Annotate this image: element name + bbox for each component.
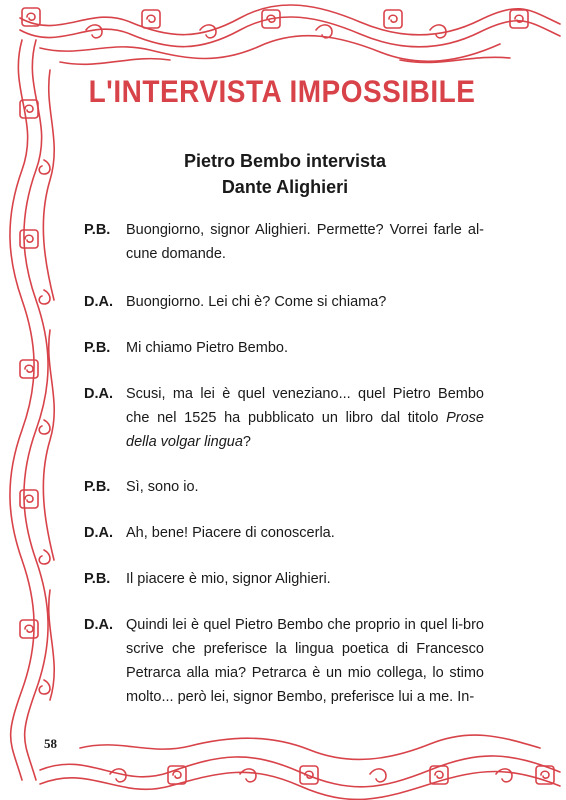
speaker-label: D.A.	[84, 617, 113, 633]
speaker-label: P.B.	[84, 340, 111, 356]
dialogue-text: Scusi, ma lei è quel veneziano... quel Pietro Bembo che nel 1525 ha pubblicato un libro dal titolo	[126, 386, 484, 426]
subtitle-line-1: Pietro Bembo intervista	[183, 151, 387, 171]
interview-subtitle	[100, 148, 470, 200]
speaker-label: D.A.	[84, 525, 113, 541]
speaker-label: P.B.	[84, 222, 111, 238]
dialogue-turn	[84, 475, 484, 499]
page-number: 58	[44, 736, 57, 751]
speaker-label: P.B.	[84, 571, 111, 587]
dialogue-turn	[84, 382, 484, 454]
dialogue-turn	[84, 521, 484, 545]
rosette	[168, 766, 186, 784]
dialogue-text: ?	[242, 434, 251, 450]
dialogue-line: Buongiorno. Lei chi è? Come si chiama?	[126, 294, 387, 310]
dialogue-turn	[84, 336, 484, 360]
dialogue-line: Quindi lei è quel Pietro Bembo che proprio in quel li-bro scrive che preferisce la lingua poetica di Francesco Petrarca alla mia? Petrarca è un mio collega, lo stimo molto... però lei, signor Bembo, preferisce lui a me. In-	[126, 617, 484, 705]
dialogue-turn	[84, 290, 484, 314]
dialogue-line: Sì, sono io.	[126, 479, 199, 495]
dialogue-turn	[84, 218, 484, 266]
speaker-label: D.A.	[84, 386, 113, 402]
dialogue-line: Buongiorno, signor Alighieri. Permette? Vorrei farle al-cune domande.	[126, 222, 484, 262]
dialogue-turn	[84, 567, 484, 591]
page-title: L'INTERVISTA IMPOSSIBILE	[88, 74, 476, 109]
dialogue-turn	[84, 613, 484, 709]
speaker-label: D.A.	[84, 294, 113, 310]
dialogue-line: Il piacere è mio, signor Alighieri.	[126, 571, 331, 587]
dialogue-line	[126, 382, 484, 454]
dialogue-line: Mi chiamo Pietro Bembo.	[126, 340, 288, 356]
subtitle-line-2: Dante Alighieri	[221, 177, 349, 197]
top-vine	[20, 5, 560, 35]
left-vine	[10, 40, 34, 780]
dialogue-line: Ah, bene! Piacere di conoscerla.	[126, 525, 335, 541]
dialogue	[84, 218, 484, 731]
speaker-label: P.B.	[84, 479, 111, 495]
book-title: Prose della volgar lingua	[126, 410, 484, 450]
